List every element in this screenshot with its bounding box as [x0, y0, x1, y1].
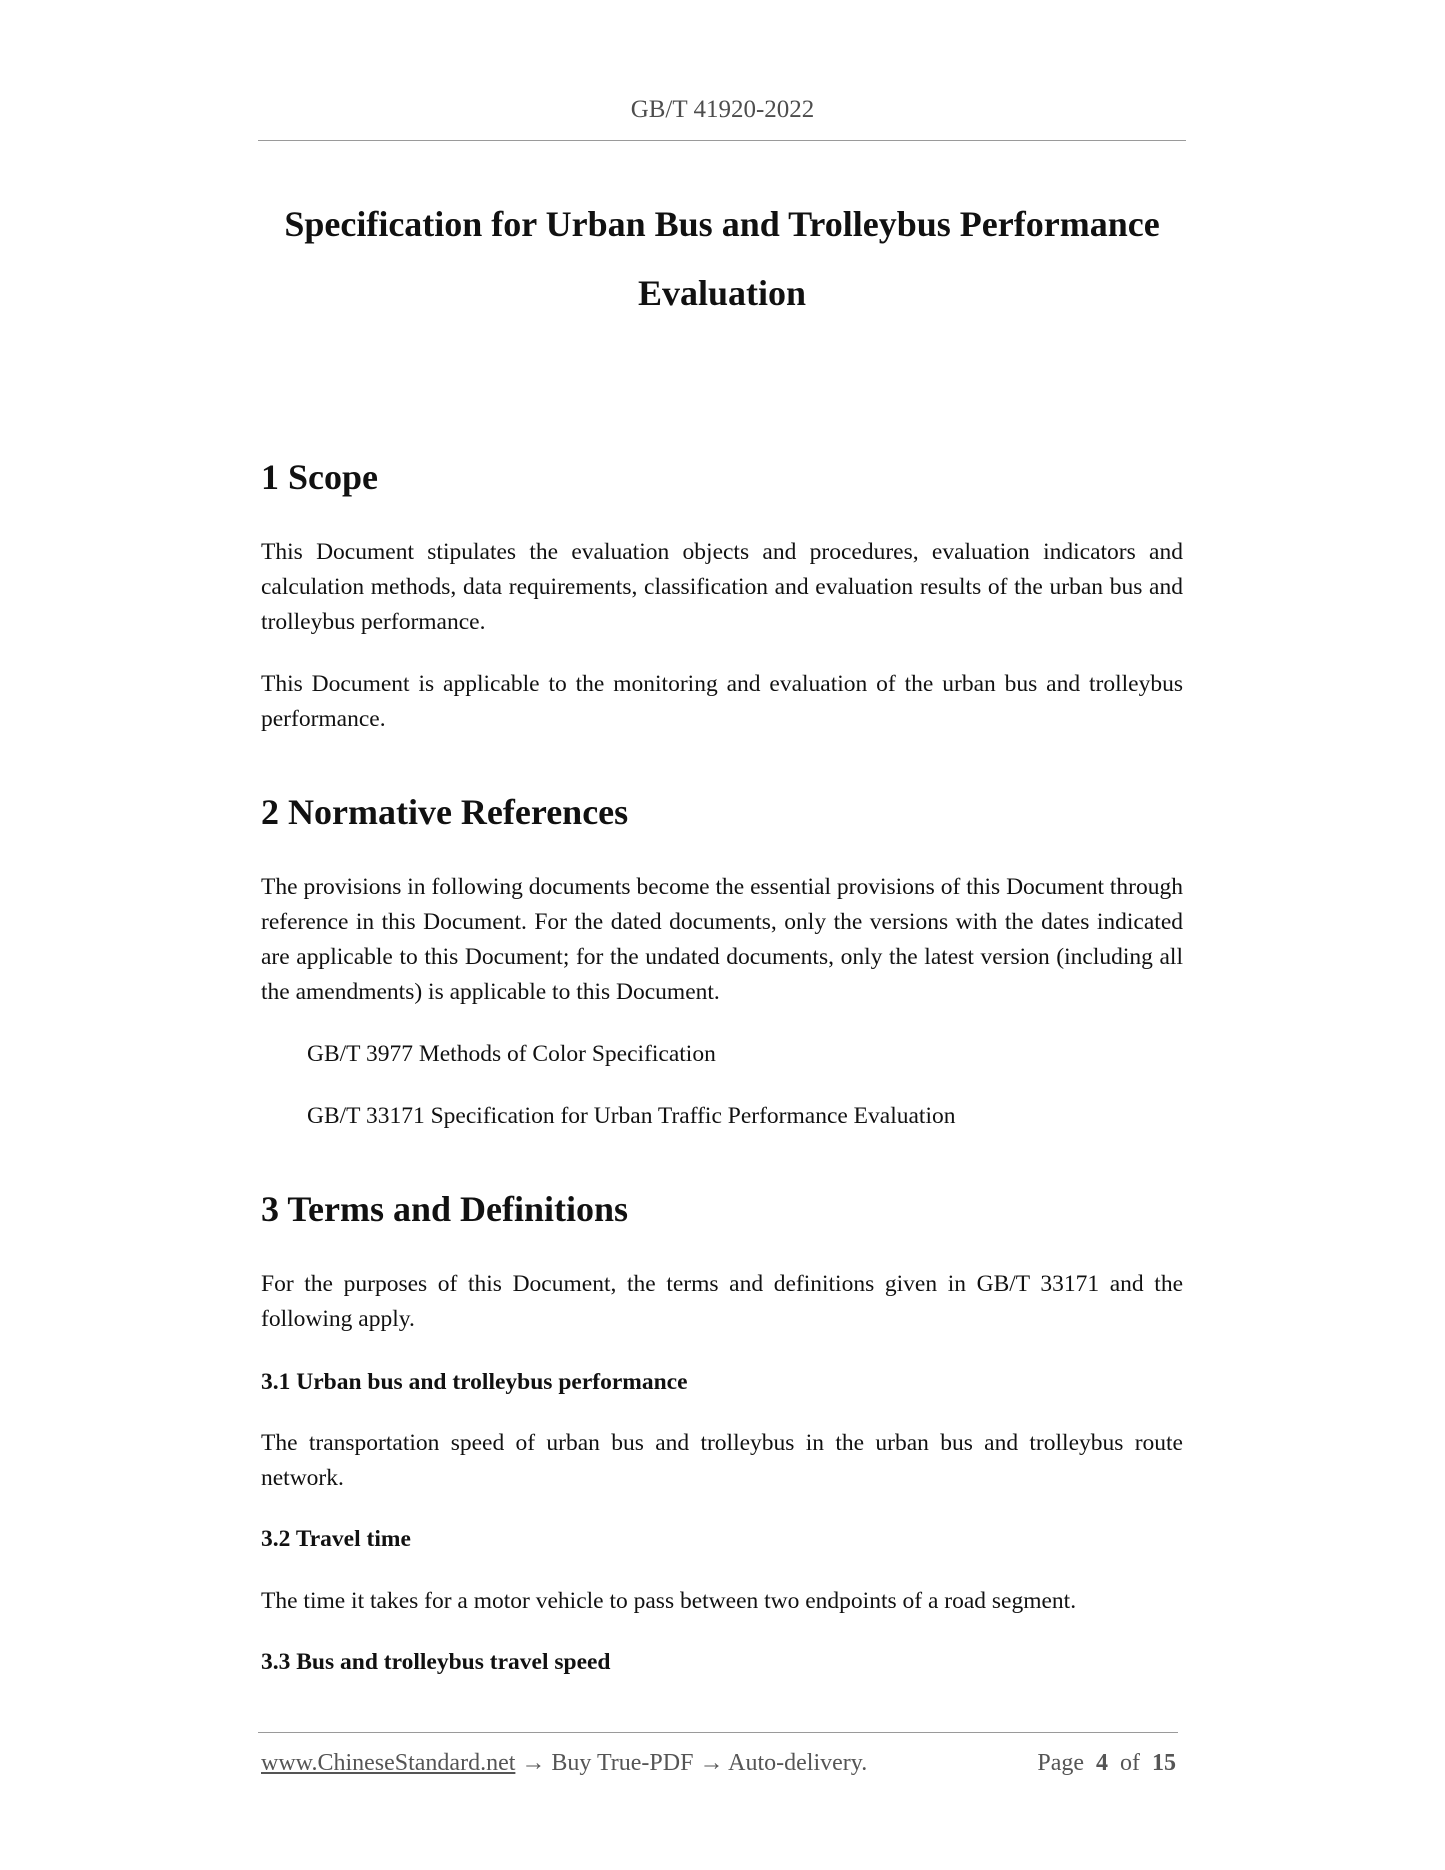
- auto-delivery-text: Auto-delivery.: [728, 1750, 868, 1776]
- page-label: Page: [1037, 1750, 1084, 1776]
- section-1-heading: 1 Scope: [261, 457, 378, 497]
- term-title: 3.1 Urban bus and trolleybus performance: [261, 1369, 688, 1395]
- term-title: 3.2 Travel time: [261, 1526, 411, 1552]
- footer: [261, 1746, 1176, 1780]
- document-title-line1: Specification for Urban Bus and Trolleybus Performance: [284, 204, 1160, 244]
- page-of: of: [1120, 1750, 1140, 1776]
- document-title-line2: Evaluation: [637, 273, 807, 313]
- document-title: [258, 190, 1186, 328]
- header-standard-code: GB/T 41920-2022: [630, 96, 815, 123]
- term-3-2-title-block: [261, 1522, 1183, 1557]
- arrow-right-icon: →: [699, 1750, 724, 1776]
- term-title: 3.3 Bus and trolleybus travel speed: [261, 1649, 611, 1675]
- reference-item: GB/T 33171 Specification for Urban Traffic Performance Evaluation: [307, 1103, 956, 1129]
- section-3-heading-block: [261, 1187, 1183, 1231]
- page-total: 15: [1152, 1750, 1176, 1776]
- section-2-heading-block: [261, 790, 1183, 834]
- header-divider: [258, 140, 1186, 141]
- section-3-heading: 3 Terms and Definitions: [261, 1189, 629, 1229]
- website-link[interactable]: www.ChineseStandard.net: [261, 1750, 516, 1776]
- term-3-1-definition-block: [261, 1426, 1183, 1496]
- section-3-paragraph-1: For the purposes of this Document, the terms and definitions given in GB/T 33171 and the following apply.: [261, 1271, 1183, 1332]
- section-1-paragraph-2-block: [261, 667, 1183, 737]
- section-2-paragraph-1-block: [261, 870, 1183, 1010]
- section-3-paragraph-1-block: [261, 1267, 1183, 1337]
- reference-item: GB/T 3977 Methods of Color Specification: [307, 1041, 716, 1067]
- term-definition: The transportation speed of urban bus and trolleybus in the urban bus and trolleybus route network.: [261, 1430, 1183, 1491]
- buy-true-pdf-text: Buy True-PDF: [551, 1750, 694, 1776]
- term-3-3-title-block: [261, 1645, 1183, 1680]
- term-3-1-title-block: [261, 1365, 1183, 1400]
- section-1-paragraph-1-block: [261, 535, 1183, 640]
- term-3-2-definition-block: [261, 1584, 1183, 1619]
- section-1-paragraph-1: This Document stipulates the evaluation objects and procedures, evaluation indicators and calculation methods, data requirements, classification and evaluation results of the urban bus and trolleybus performance.: [261, 539, 1183, 635]
- arrow-right-icon: →: [521, 1750, 546, 1776]
- page-indicator: [1037, 1746, 1176, 1780]
- reference-1-block: [261, 1037, 1183, 1072]
- term-definition: The time it takes for a motor vehicle to pass between two endpoints of a road segment.: [261, 1588, 1077, 1614]
- reference-2-block: [261, 1099, 1183, 1134]
- section-1-heading-block: [261, 455, 1183, 499]
- page-current: 4: [1096, 1750, 1108, 1776]
- section-2-heading: 2 Normative References: [261, 792, 629, 832]
- section-1-paragraph-2: This Document is applicable to the monitoring and evaluation of the urban bus and trolleybus performance.: [261, 671, 1183, 732]
- footer-divider: [258, 1732, 1178, 1733]
- section-2-paragraph-1: The provisions in following documents become the essential provisions of this Document through reference in this Document. For the dated documents, only the versions with the dates indicated are applicable to this Document; for the undated documents, only the latest version (including all the amendments) is applicable to this Document.: [261, 874, 1183, 1005]
